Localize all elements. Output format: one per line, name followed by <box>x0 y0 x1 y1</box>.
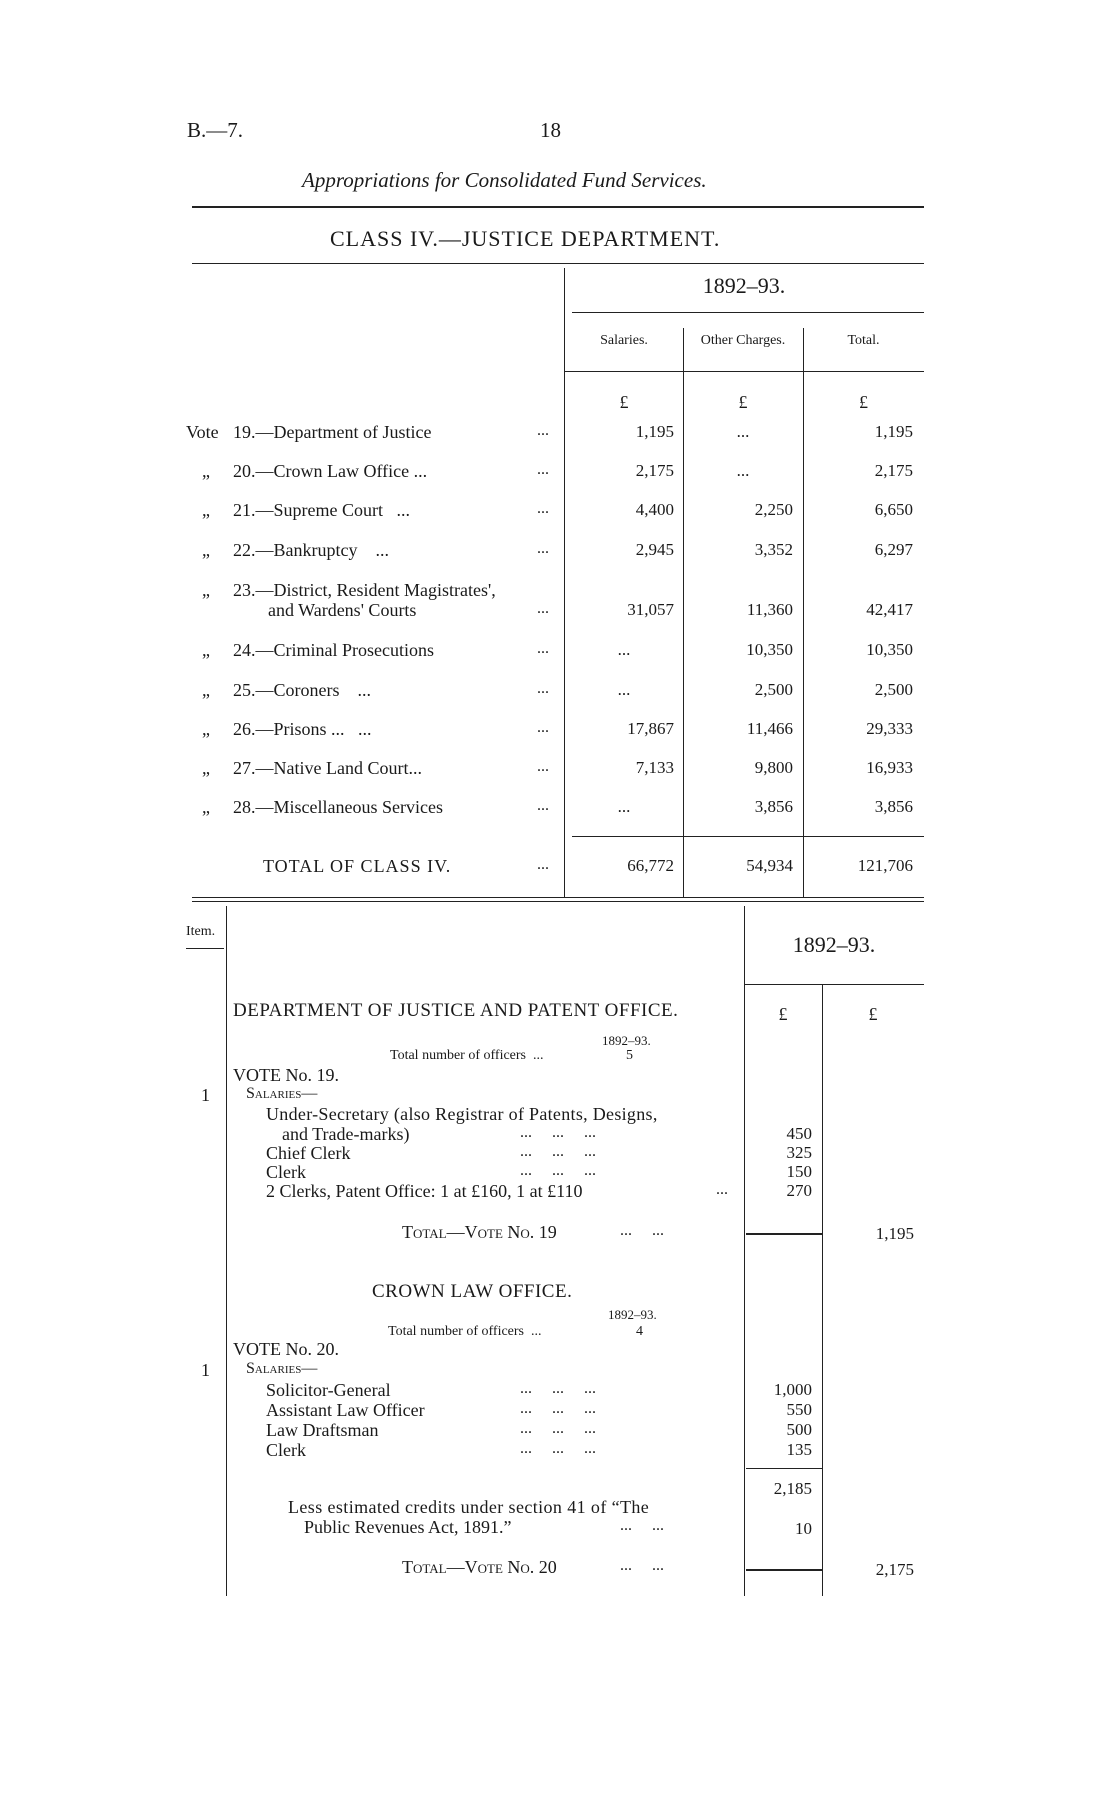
item-number: 1 <box>201 1360 210 1380</box>
salary-amount: 325 <box>786 1143 812 1162</box>
rule-top <box>192 206 924 208</box>
salaries-cell: ... <box>617 640 631 659</box>
vote-label: 25.—Coroners ... <box>233 680 371 700</box>
salaries-cell: ... <box>617 680 631 699</box>
salary-amount: 550 <box>786 1400 812 1419</box>
salaries-cell: 1,195 <box>635 422 674 441</box>
col-header-other: Other Charges. <box>700 333 786 348</box>
total-rule <box>746 1569 822 1571</box>
salary-line: 2 Clerks, Patent Office: 1 at £160, 1 at £110 <box>266 1181 583 1201</box>
leader-dots: ... ... ... <box>520 1380 596 1397</box>
other-charges-cell: ... <box>736 422 750 441</box>
document-reference: B.—7. <box>187 118 244 142</box>
vote-prefix: „ <box>202 640 210 660</box>
total-cell: 16,933 <box>866 758 913 777</box>
leader-dots: ... <box>537 797 549 814</box>
unit-amount: £ <box>778 1004 788 1024</box>
total-cell: 6,650 <box>874 500 913 519</box>
total-cell: 2,175 <box>874 461 913 480</box>
salary-line: Solicitor-General <box>266 1380 391 1400</box>
salary-line: Law Draftsman <box>266 1420 379 1440</box>
leader-dots: ... <box>537 680 549 697</box>
total-cell: 1,195 <box>874 422 913 441</box>
vote-label: 26.—Prisons ... ... <box>233 719 372 739</box>
vote-label: 21.—Supreme Court ... <box>233 500 410 520</box>
leader-dots: ... ... ... <box>520 1162 596 1179</box>
leader-dots: ... ... ... <box>520 1124 596 1141</box>
vote-total-label: Total—Vote No. 20 <box>402 1557 557 1577</box>
leader-dots: ... <box>716 1181 728 1198</box>
officers-count: 5 <box>626 1048 633 1063</box>
page-number: 18 <box>540 118 561 142</box>
unit-total: £ <box>868 1004 878 1024</box>
vote-prefix: „ <box>202 461 210 481</box>
salaries-cell: 4,400 <box>635 500 674 519</box>
salaries-cell: ... <box>617 797 631 816</box>
vote-prefix: „ <box>202 758 210 778</box>
total-grand: 121,706 <box>857 856 913 875</box>
leader-dots: ... <box>537 600 549 617</box>
vote-label: 24.—Criminal Prosecutions <box>233 640 434 660</box>
vote-prefix: „ <box>202 680 210 700</box>
less-credits-amount: 10 <box>795 1519 812 1538</box>
leader-dots: ... <box>537 758 549 775</box>
salary-amount: 135 <box>786 1440 812 1459</box>
total-cell: 42,417 <box>866 600 913 619</box>
leader-dots: ... <box>537 461 549 478</box>
leader-dots: ... ... ... <box>520 1440 596 1457</box>
unit-other: £ <box>738 392 748 412</box>
leader-dots: ... <box>537 540 549 557</box>
salary-line: Clerk <box>266 1440 306 1460</box>
salaries-cell: 2,175 <box>635 461 674 480</box>
salary-line: Assistant Law Officer <box>266 1400 425 1420</box>
unit-total: £ <box>859 392 868 412</box>
page-subtitle: Appropriations for Consolidated Fund Services. <box>302 168 707 192</box>
section-title-justice: DEPARTMENT OF JUSTICE AND PATENT OFFICE. <box>233 1000 679 1021</box>
leader-dots: ... ... <box>620 1517 664 1534</box>
total-cell: 10,350 <box>866 640 913 659</box>
salaries-cell: 2,945 <box>635 540 674 559</box>
salary-amount: 450 <box>786 1124 812 1143</box>
officers-year: 1892–93. <box>608 1307 657 1322</box>
total-cell: 3,856 <box>874 797 913 816</box>
leader-dots: ... ... ... <box>520 1420 596 1437</box>
officers-year: 1892–93. <box>602 1033 651 1048</box>
vote-total-amount: 2,175 <box>875 1560 914 1579</box>
vote-label-continued: and Wardens' Courts <box>268 600 417 620</box>
vote-prefix: „ <box>202 500 210 520</box>
other-charges-cell: 3,856 <box>754 797 793 816</box>
officers-count: 4 <box>636 1324 643 1339</box>
vote-total-label: Total—Vote No. 19 <box>402 1222 557 1242</box>
other-charges-cell: 2,500 <box>754 680 793 699</box>
total-rule <box>746 1233 822 1235</box>
leader-dots: ... <box>537 640 549 657</box>
vote-prefix: „ <box>202 580 210 600</box>
vote-label: 27.—Native Land Court... <box>233 758 422 778</box>
leader-dots: ... <box>537 500 549 517</box>
rule-summary-top <box>192 263 924 264</box>
other-charges-cell: 11,360 <box>746 600 793 619</box>
less-credits-line: Less estimated credits under section 41 of “The <box>288 1497 650 1517</box>
salary-line: Clerk <box>266 1162 306 1182</box>
vote-prefix: Vote <box>186 422 219 442</box>
other-charges-cell: 11,466 <box>746 719 793 738</box>
vote-label: 28.—Miscellaneous Services <box>233 797 443 817</box>
rule-total <box>572 836 924 837</box>
salary-amount: 270 <box>786 1181 812 1200</box>
leader-dots: ... <box>537 719 549 736</box>
other-charges-cell: 10,350 <box>746 640 793 659</box>
vote-total-amount: 1,195 <box>875 1224 914 1243</box>
leader-dots: ... ... ... <box>520 1400 596 1417</box>
salaries-cell: 31,057 <box>627 600 674 619</box>
salary-line: Chief Clerk <box>266 1143 351 1163</box>
subtotal-amount: 2,185 <box>773 1479 812 1498</box>
salary-line: and Trade-marks) <box>282 1124 410 1144</box>
rule-detail-year <box>744 984 924 985</box>
leader-dots: ... ... <box>620 1222 664 1239</box>
salary-line: Under-Secretary (also Registrar of Patents, Designs, <box>266 1104 658 1124</box>
rule-summary-bottom-2 <box>192 901 924 902</box>
leader-dots: ... ... <box>620 1557 664 1574</box>
col-header-salaries: Salaries. <box>600 333 648 348</box>
vote-label: 20.—Crown Law Office ... <box>233 461 428 481</box>
rule-year <box>572 312 924 313</box>
other-charges-cell: 2,250 <box>754 500 793 519</box>
salaries-heading: Salaries— <box>246 1085 318 1102</box>
vote-heading: VOTE No. 20. <box>233 1339 339 1359</box>
total-cell: 29,333 <box>866 719 913 738</box>
vote-prefix: „ <box>202 719 210 739</box>
col-header-total: Total. <box>847 333 880 348</box>
subtotal-column-divider <box>822 985 823 1596</box>
rule-headers <box>564 371 924 372</box>
other-charges-cell: 9,800 <box>754 758 793 777</box>
total-cell: 6,297 <box>874 540 913 559</box>
subtotal-rule <box>746 1468 822 1469</box>
other-charges-cell: ... <box>736 461 750 480</box>
summary-year: 1892–93. <box>702 273 786 298</box>
item-number: 1 <box>201 1085 210 1105</box>
officers-label: Total number of officers ... <box>390 1048 544 1063</box>
vote-prefix: „ <box>202 540 210 560</box>
vote-label: 23.—District, Resident Magistrates', <box>233 580 496 600</box>
salary-amount: 500 <box>786 1420 812 1439</box>
total-cell: 2,500 <box>874 680 913 699</box>
less-credits-line-continued: Public Revenues Act, 1891.” <box>304 1517 512 1537</box>
item-column-header: Item. <box>186 924 216 939</box>
salaries-heading: Salaries— <box>246 1360 318 1377</box>
class-title: CLASS IV.—JUSTICE DEPARTMENT. <box>330 226 721 251</box>
leader-dots: ... <box>537 856 549 873</box>
total-salaries: 66,772 <box>627 856 674 875</box>
vote-label: 19.—Department of Justice <box>233 422 432 442</box>
vote-heading: VOTE No. 19. <box>233 1065 339 1085</box>
other-charges-cell: 3,352 <box>754 540 793 559</box>
detail-year: 1892–93. <box>792 932 876 957</box>
salaries-cell: 17,867 <box>627 719 674 738</box>
vote-label: 22.—Bankruptcy ... <box>233 540 389 560</box>
leader-dots: ... ... ... <box>520 1143 596 1160</box>
salary-amount: 1,000 <box>773 1380 812 1399</box>
leader-dots: ... <box>537 422 549 439</box>
total-class-label: TOTAL OF CLASS IV. <box>263 856 452 876</box>
rule-summary-bottom-1 <box>192 897 924 898</box>
unit-salaries: £ <box>619 392 629 412</box>
salaries-cell: 7,133 <box>635 758 674 777</box>
item-column-divider <box>226 906 227 1596</box>
vote-prefix: „ <box>202 797 210 817</box>
item-header-rule <box>186 948 224 949</box>
officers-label: Total number of officers ... <box>388 1324 542 1339</box>
total-other-charges: 54,934 <box>746 856 793 875</box>
section-title-crown-law: CROWN LAW OFFICE. <box>372 1281 573 1302</box>
salary-amount: 150 <box>786 1162 812 1181</box>
